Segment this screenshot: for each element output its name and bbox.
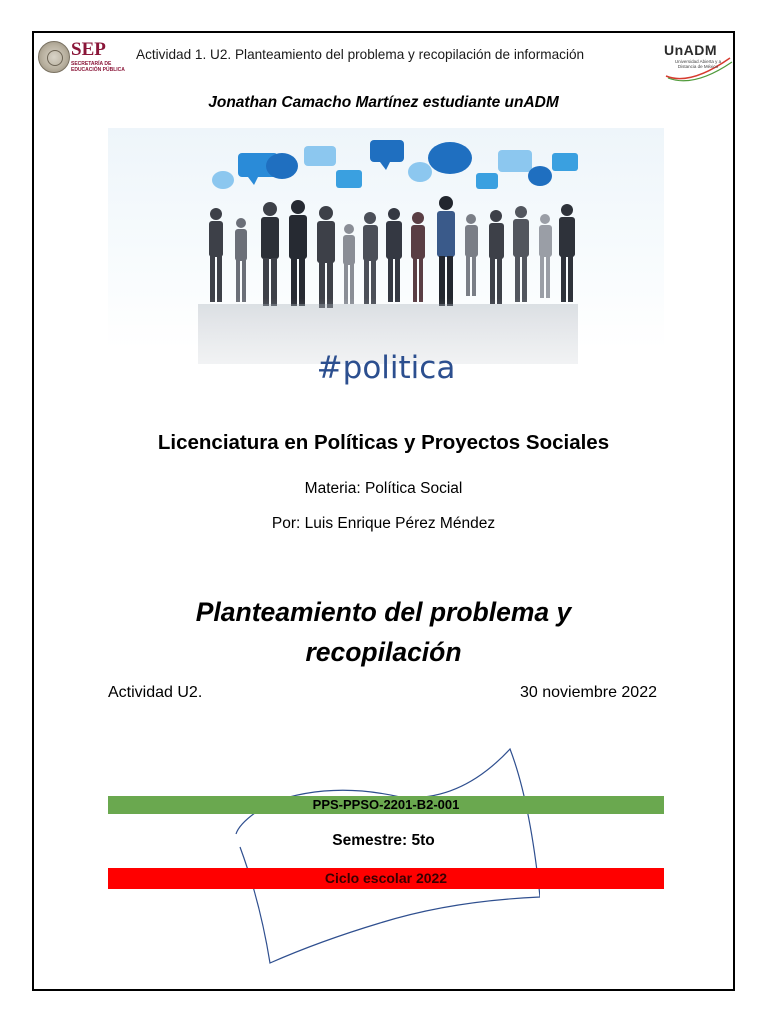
crowd-silhouettes [209,196,575,308]
school-cycle-text: Ciclo escolar 2022 [324,870,448,886]
sep-logo-text: SEP [71,39,106,60]
unadm-logo-text: UnADM [664,42,718,58]
degree-title: Licenciatura en Políticas y Proyectos Sociales [157,431,610,454]
document-title-line-1: Planteamiento del problema y [195,597,572,627]
sep-logo [38,41,134,79]
cover-image [108,128,664,405]
author-line: Jonathan Camacho Martínez estudiante unADM [208,94,559,111]
author-credit: Por: Luis Enrique Pérez Méndez [271,515,496,532]
document-page [32,31,735,991]
semester-label: Semestre: 5to [332,832,435,849]
group-code-text: PPS-PPSO-2201-B2-001 [312,797,460,812]
hashtag-text: #politica [316,350,456,386]
national-seal-icon [38,41,70,73]
school-cycle-banner [108,868,664,889]
wave-banner-shape [230,741,540,976]
unadm-logo [660,42,734,82]
unadm-logo-subtext: Universidad Abierta y a Distancia de México [674,59,722,69]
date-label: 30 noviembre 2022 [520,684,657,701]
document-title-line-2: recopilación [305,637,462,667]
activity-label: Actividad U2. [108,684,203,701]
header-title: Actividad 1. U2. Planteamiento del problema y recopilación de información [136,47,585,62]
speech-bubbles [212,140,578,189]
page-header [34,33,733,95]
document-title [34,592,733,672]
sep-logo-subtext: SECRETARÍA DE EDUCACIÓN PÚBLICA [71,61,125,73]
group-code-banner [108,796,664,814]
subject-line: Materia: Política Social [304,480,463,497]
